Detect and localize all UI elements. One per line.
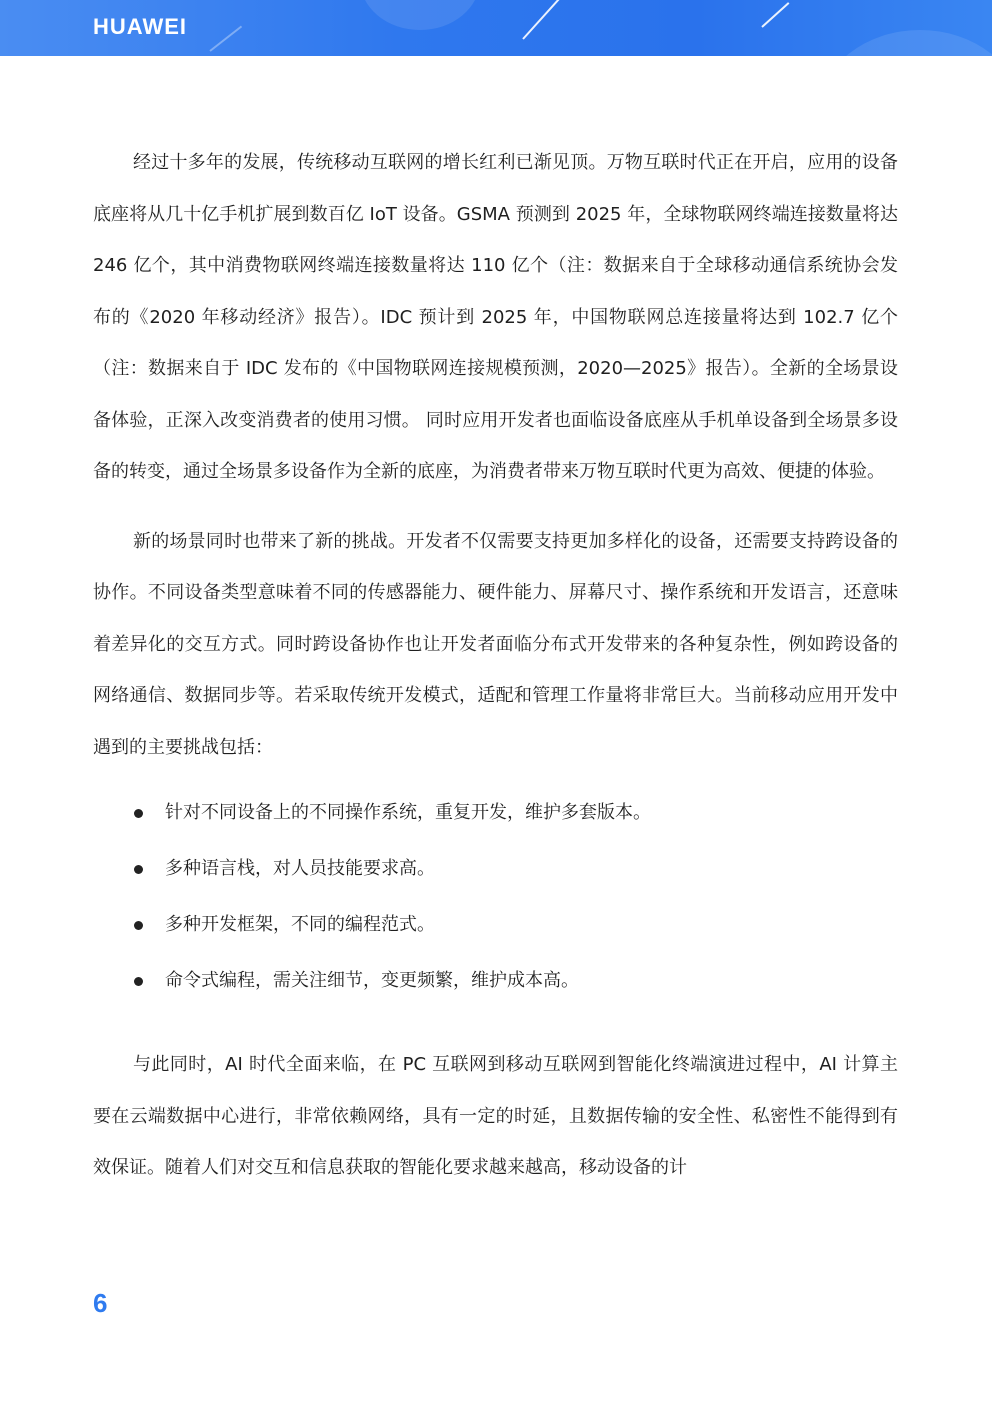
decorative-line: [209, 26, 242, 52]
page-header-banner: [0, 0, 992, 56]
decorative-circle: [360, 0, 480, 30]
decorative-circle: [820, 30, 992, 56]
list-item-text: 多种语言栈，对人员技能要求高。: [165, 858, 435, 879]
decorative-line: [522, 0, 561, 40]
list-item: [93, 897, 898, 953]
page-number: 6: [93, 1288, 108, 1318]
list-item: [93, 953, 898, 1009]
body-paragraph: 新的场景同时也带来了新的挑战。开发者不仅需要支持更加多样化的设备，还需要支持跨设备的协作。不同设备类型意味着不同的传感器能力、硬件能力、屏幕尺寸、操作系统和开发语言，还意味着差异化的交互方式。同时跨设备协作也让开发者面临分布式开发带来的各种复杂性，例如跨设备的网络通信、数据同步等。若采取传统开发模式，适配和管理工作量将非常巨大。当前移动应用开发中遇到的主要挑战包括：: [93, 530, 898, 758]
body-paragraph: 与此同时，AI 时代全面来临，在 PC 互联网到移动互联网到智能化终端演进过程中，AI 计算主要在云端数据中心进行，非常依赖网络，具有一定的时延，且数据传输的安全性、私密性不能得到有效保证。随着人们对交互和信息获取的智能化要求越来越高，移动设备的计: [93, 1054, 898, 1178]
bullet-icon: [134, 865, 143, 874]
bullet-icon: [134, 809, 143, 818]
document-body: [93, 137, 898, 1194]
bullet-icon: [134, 977, 143, 986]
list-item: [93, 841, 898, 897]
bullet-icon: [134, 921, 143, 930]
list-item: [93, 785, 898, 841]
body-paragraph: 经过十多年的发展，传统移动互联网的增长红利已渐见顶。万物互联时代正在开启，应用的设备底座将从几十亿手机扩展到数百亿 IoT 设备。GSMA 预测到 2025 年，全球物联网终端连接数量将达 246 亿个，其中消费物联网终端连接数量将达 110 亿个（注：数据来自于全球移动通信系统协会发布的《2020 年移动经济》报告）。IDC 预计到 2025 年，中国物联网总连接量将达到 102.7 亿个（注：数据来自于 IDC 发布的《中国物联网连接规模预测，2020—2025》报告）。全新的全场景设备体验，正深入改变消费者的使用习惯。 同时应用开发者也面临设备底座从手机单设备到全场景多设备的转变，通过全场景多设备作为全新的底座，为消费者带来万物互联时代更为高效、便捷的体验。: [93, 152, 898, 482]
list-item-text: 针对不同设备上的不同操作系统，重复开发，维护多套版本。: [165, 802, 651, 823]
huawei-logo: HUAWEI: [93, 14, 187, 39]
challenge-list: [93, 785, 898, 1009]
list-item-text: 命令式编程，需关注细节，变更频繁，维护成本高。: [165, 970, 579, 991]
list-item-text: 多种开发框架，不同的编程范式。: [165, 914, 435, 935]
decorative-line: [761, 2, 789, 28]
